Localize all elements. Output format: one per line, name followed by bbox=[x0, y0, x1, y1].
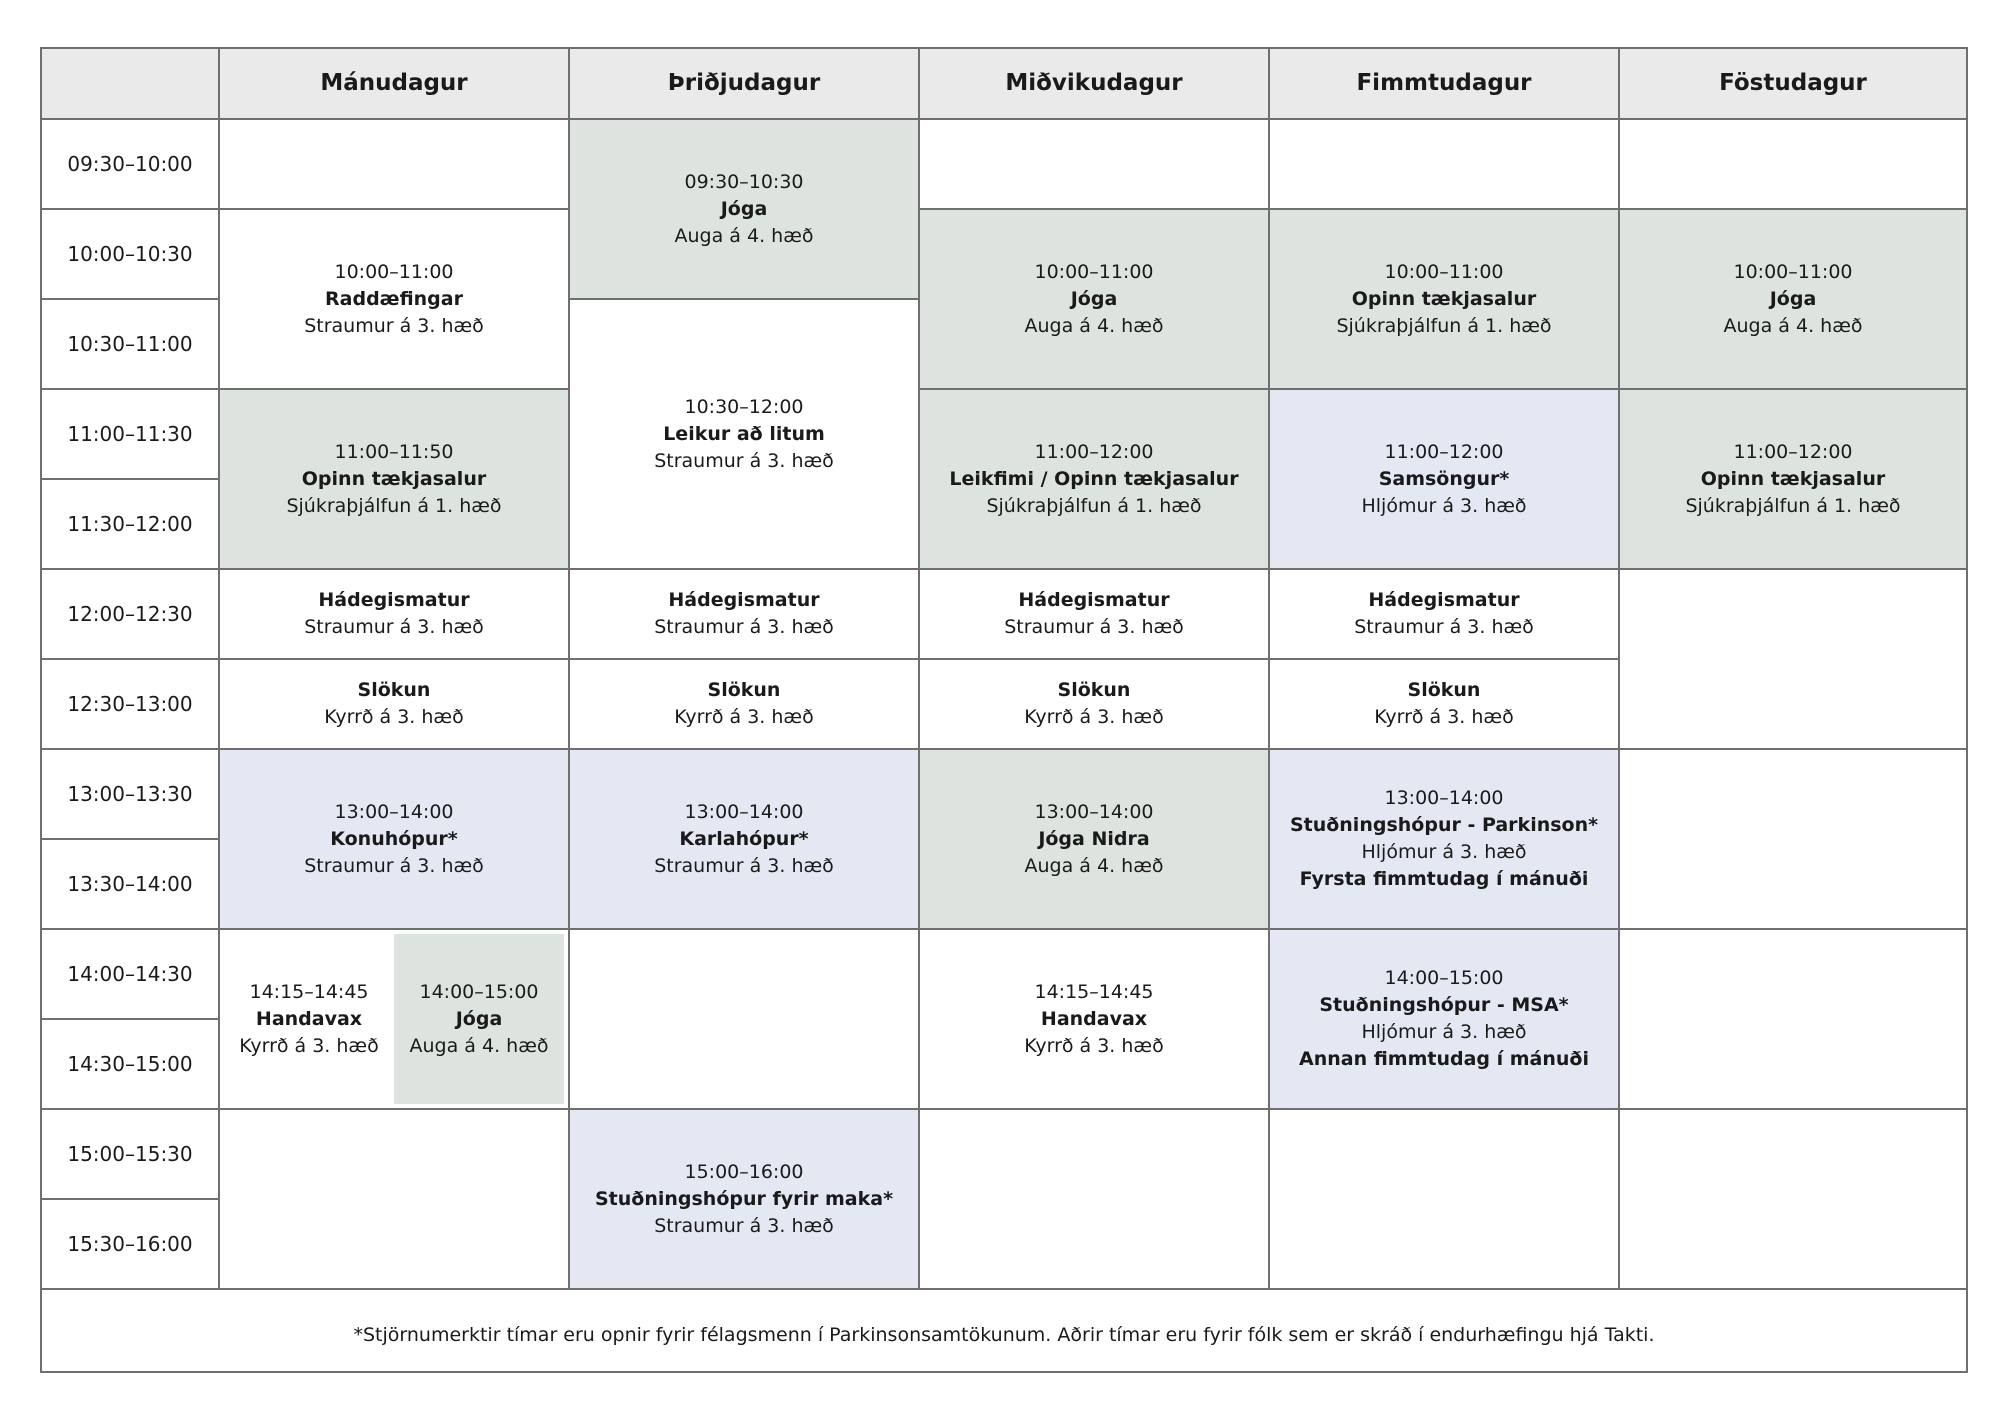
event-block-hadegismatur[interactable] bbox=[1270, 570, 1620, 660]
event-title: Stuðningshópur - Parkinson* bbox=[1289, 814, 1599, 836]
weekly-schedule-table bbox=[40, 47, 1968, 1373]
time-slot-label: 14:30–15:00 bbox=[42, 1020, 220, 1110]
event-block-joga[interactable] bbox=[570, 120, 920, 300]
event-time: 11:00–12:00 bbox=[1384, 440, 1504, 463]
event-block-joga[interactable] bbox=[394, 934, 564, 1104]
event-title: Jóga bbox=[1769, 287, 1817, 310]
time-slot-label: 10:00–10:30 bbox=[42, 210, 220, 300]
event-location: Straumur á 3. hæð bbox=[304, 616, 484, 638]
event-time: 14:15–14:45 bbox=[249, 980, 369, 1003]
empty-slot bbox=[220, 1110, 570, 1290]
event-time: 10:00–11:00 bbox=[1034, 260, 1154, 283]
event-time: 13:00–14:00 bbox=[1034, 800, 1154, 823]
event-location: Auga á 4. hæð bbox=[1024, 854, 1164, 877]
event-time: 10:00–11:00 bbox=[1733, 260, 1853, 283]
empty-slot bbox=[920, 1110, 1270, 1290]
event-title: Konuhópur* bbox=[330, 827, 458, 850]
event-location: Auga á 4. hæð bbox=[409, 1034, 549, 1057]
event-location: Kyrrð á 3. hæð bbox=[1374, 706, 1514, 728]
event-title: Samsöngur* bbox=[1378, 467, 1510, 490]
event-time: 13:00–14:00 bbox=[1384, 787, 1504, 809]
event-title: Leikur að litum bbox=[663, 422, 825, 445]
event-time: 11:00–11:50 bbox=[334, 440, 454, 463]
event-block-leikfimi[interactable] bbox=[920, 390, 1270, 570]
event-location: Straumur á 3. hæð bbox=[654, 616, 834, 638]
event-location: Auga á 4. hæð bbox=[1723, 314, 1863, 337]
event-note: Annan fimmtudag í mánuði bbox=[1298, 1048, 1589, 1070]
event-block-hadegismatur[interactable] bbox=[570, 570, 920, 660]
event-location: Straumur á 3. hæð bbox=[654, 854, 834, 877]
event-block-hadegismatur[interactable] bbox=[220, 570, 570, 660]
event-time: 14:00–15:00 bbox=[1384, 967, 1504, 989]
event-block-handavax[interactable] bbox=[224, 934, 394, 1104]
event-location: Straumur á 3. hæð bbox=[1004, 616, 1184, 638]
event-time: 11:00–12:00 bbox=[1733, 440, 1853, 463]
event-time: 10:00–11:00 bbox=[1384, 260, 1504, 283]
empty-slot bbox=[570, 930, 920, 1110]
time-slot-label: 12:30–13:00 bbox=[42, 660, 220, 750]
event-block-studningshopur-parkinson[interactable] bbox=[1270, 750, 1620, 930]
event-block-hadegismatur[interactable] bbox=[920, 570, 1270, 660]
empty-slot bbox=[1270, 120, 1620, 210]
event-time: 14:00–15:00 bbox=[419, 980, 539, 1003]
event-title: Hádegismatur bbox=[1368, 589, 1520, 611]
event-time: 14:15–14:45 bbox=[1034, 980, 1154, 1003]
event-location: Hljómur á 3. hæð bbox=[1361, 841, 1527, 863]
event-time: 10:00–11:00 bbox=[334, 260, 454, 283]
time-slot-label: 15:30–16:00 bbox=[42, 1200, 220, 1290]
event-location: Sjúkraþjálfun á 1. hæð bbox=[1685, 494, 1901, 517]
event-title: Jóga bbox=[720, 197, 768, 220]
day-header-wednesday: Miðvikudagur bbox=[920, 49, 1270, 120]
event-location: Straumur á 3. hæð bbox=[304, 854, 484, 877]
event-block-joga-nidra[interactable] bbox=[920, 750, 1270, 930]
empty-slot bbox=[1620, 570, 1966, 750]
event-block-slokun[interactable] bbox=[1270, 660, 1620, 750]
event-location: Auga á 4. hæð bbox=[1024, 314, 1164, 337]
event-title: Opinn tækjasalur bbox=[1351, 287, 1537, 310]
event-title: Jóga bbox=[1070, 287, 1118, 310]
event-title: Jóga Nidra bbox=[1038, 827, 1150, 850]
event-block-studningshopur-maka[interactable] bbox=[570, 1110, 920, 1290]
event-location: Sjúkraþjálfun á 1. hæð bbox=[1336, 314, 1552, 337]
event-block-samsongur[interactable] bbox=[1270, 390, 1620, 570]
corner-header-cell bbox=[42, 49, 220, 120]
event-title: Stuðningshópur fyrir maka* bbox=[594, 1187, 894, 1210]
time-slot-label: 12:00–12:30 bbox=[42, 570, 220, 660]
event-location: Straumur á 3. hæð bbox=[304, 314, 484, 337]
event-block-opinn-taekjasalur[interactable] bbox=[220, 390, 570, 570]
event-title: Handavax bbox=[1040, 1007, 1148, 1030]
time-slot-label: 10:30–11:00 bbox=[42, 300, 220, 390]
event-block-karlahopur[interactable] bbox=[570, 750, 920, 930]
event-location: Hljómur á 3. hæð bbox=[1361, 1021, 1527, 1043]
event-title: Leikfimi / Opinn tækjasalur bbox=[949, 467, 1239, 490]
empty-slot bbox=[920, 120, 1270, 210]
event-location: Kyrrð á 3. hæð bbox=[1024, 706, 1164, 728]
event-block-joga[interactable] bbox=[920, 210, 1270, 390]
event-location: Kyrrð á 3. hæð bbox=[239, 1034, 379, 1057]
event-location: Kyrrð á 3. hæð bbox=[674, 706, 814, 728]
time-slot-label: 15:00–15:30 bbox=[42, 1110, 220, 1200]
event-block-opinn-taekjasalur[interactable] bbox=[1270, 210, 1620, 390]
day-header-thursday: Fimmtudagur bbox=[1270, 49, 1620, 120]
event-block-raddaefingar[interactable] bbox=[220, 210, 570, 390]
split-slot-monday-afternoon bbox=[220, 930, 570, 1110]
time-slot-label: 14:00–14:30 bbox=[42, 930, 220, 1020]
time-slot-label: 13:30–14:00 bbox=[42, 840, 220, 930]
event-location: Auga á 4. hæð bbox=[674, 224, 814, 247]
event-title: Opinn tækjasalur bbox=[1700, 467, 1886, 490]
event-note: Fyrsta fimmtudag í mánuði bbox=[1299, 868, 1589, 890]
event-title: Slökun bbox=[357, 679, 431, 701]
empty-slot bbox=[1620, 1110, 1966, 1290]
event-block-slokun[interactable] bbox=[220, 660, 570, 750]
event-title: Karlahópur* bbox=[679, 827, 809, 850]
event-time: 10:30–12:00 bbox=[684, 395, 804, 418]
event-title: Hádegismatur bbox=[1018, 589, 1170, 611]
event-title: Raddæfingar bbox=[325, 287, 463, 310]
time-slot-label: 11:30–12:00 bbox=[42, 480, 220, 570]
event-title: Slökun bbox=[1057, 679, 1131, 701]
event-location: Hljómur á 3. hæð bbox=[1361, 494, 1527, 517]
event-block-slokun[interactable] bbox=[920, 660, 1270, 750]
time-slot-label: 13:00–13:30 bbox=[42, 750, 220, 840]
event-time: 13:00–14:00 bbox=[334, 800, 454, 823]
event-time: 09:30–10:30 bbox=[684, 170, 804, 193]
event-block-handavax[interactable] bbox=[920, 930, 1270, 1110]
event-block-leikur-ad-litum[interactable] bbox=[570, 300, 920, 570]
event-title: Hádegismatur bbox=[668, 589, 820, 611]
empty-slot bbox=[1620, 750, 1966, 930]
event-block-slokun[interactable] bbox=[570, 660, 920, 750]
event-title: Hádegismatur bbox=[318, 589, 470, 611]
event-title: Stuðningshópur - MSA* bbox=[1319, 994, 1569, 1016]
empty-slot bbox=[1270, 1110, 1620, 1290]
event-block-konuhopur[interactable] bbox=[220, 750, 570, 930]
empty-slot bbox=[220, 120, 570, 210]
event-location: Sjúkraþjálfun á 1. hæð bbox=[286, 494, 502, 517]
time-slot-label: 11:00–11:30 bbox=[42, 390, 220, 480]
event-block-opinn-taekjasalur[interactable] bbox=[1620, 390, 1966, 570]
event-time: 15:00–16:00 bbox=[684, 1160, 804, 1183]
time-slot-label: 09:30–10:00 bbox=[42, 120, 220, 210]
event-title: Slökun bbox=[1407, 679, 1481, 701]
empty-slot bbox=[1620, 930, 1966, 1110]
footnote: *Stjörnumerktir tímar eru opnir fyrir félagsmenn í Parkinsonsamtökunum. Aðrir tímar eru fyrir fólk sem er skráð í endurhæfingu hjá Takti. bbox=[353, 1323, 1655, 1346]
event-location: Straumur á 3. hæð bbox=[654, 1214, 834, 1237]
event-location: Straumur á 3. hæð bbox=[1354, 616, 1534, 638]
event-location: Kyrrð á 3. hæð bbox=[1024, 1034, 1164, 1057]
event-title: Handavax bbox=[255, 1007, 363, 1030]
event-location: Kyrrð á 3. hæð bbox=[324, 706, 464, 728]
day-header-tuesday: Þriðjudagur bbox=[570, 49, 920, 120]
day-header-friday: Föstudagur bbox=[1620, 49, 1966, 120]
event-title: Jóga bbox=[455, 1007, 503, 1030]
event-block-studningshopur-msa[interactable] bbox=[1270, 930, 1620, 1110]
day-header-monday: Mánudagur bbox=[220, 49, 570, 120]
event-block-joga[interactable] bbox=[1620, 210, 1966, 390]
empty-slot bbox=[1620, 120, 1966, 210]
event-title: Opinn tækjasalur bbox=[301, 467, 487, 490]
event-title: Slökun bbox=[707, 679, 781, 701]
event-time: 11:00–12:00 bbox=[1034, 440, 1154, 463]
event-location: Straumur á 3. hæð bbox=[654, 449, 834, 472]
event-time: 13:00–14:00 bbox=[684, 800, 804, 823]
event-location: Sjúkraþjálfun á 1. hæð bbox=[986, 494, 1202, 517]
